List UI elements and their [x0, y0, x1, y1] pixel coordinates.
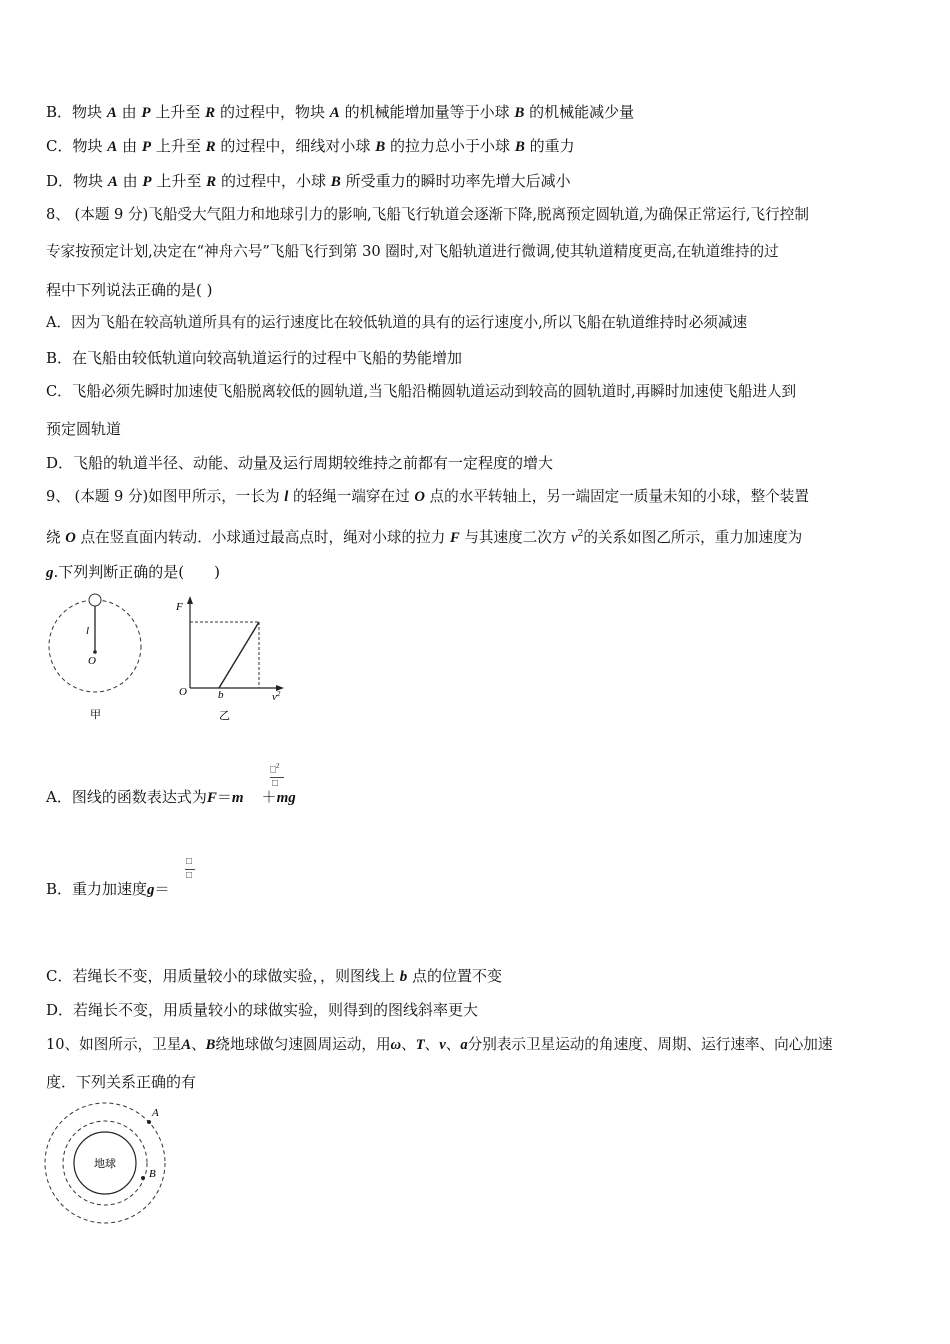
label-satellite-b: B [149, 1168, 156, 1180]
figure-jia [40, 590, 150, 725]
q9-option-d: D．若绳长不变，用质量较小的球做实验，则得到的图线斜率更大 [46, 1001, 479, 1019]
graph-line [219, 622, 259, 688]
f-axis-arrow [187, 596, 193, 604]
fraction-a-denominator: □ [272, 778, 279, 789]
q8-option-c-line2: 预定圆轨道 [46, 420, 122, 438]
q8-option-a: A．因为飞船在较高轨道所具有的运行速度比在较低轨道的具有的运行速度小,所以飞船在轨道维持时必须减速 [46, 314, 748, 331]
q10-stem-line2: 度．下列关系正确的有 [46, 1073, 197, 1091]
q8-option-d: D．飞船的轨道半径、动能、动量及运行周期较维持之前都有一定程度的增大 [46, 454, 554, 472]
q7-option-d: D．物块 A 由 P 上升至 R 的过程中，小球 B 所受重力的瞬时功率先增大后减小 [46, 172, 571, 190]
label-l: l [86, 625, 90, 637]
label-origin: O [179, 686, 187, 698]
fraction-b-numerator: □ [186, 856, 193, 867]
figure-yi-graph [172, 594, 297, 724]
q9-stem-line1: 9、 (本题 9 分)如图甲所示，一长为 l 的轻绳一端穿在过 O 点的水平转轴上，另一端固定一质量未知的小球，整个装置 [46, 488, 809, 505]
ball [89, 594, 101, 606]
q7-option-b: B．物块 A 由 P 上升至 R 的过程中，物块 A 的机械能增加量等于小球 B 的机械能减少量 [46, 103, 635, 121]
q9-option-c: C．若绳长不变，用质量较小的球做实验，，则图线上 b 点的位置不变 [46, 967, 503, 985]
q9-stem-line3: g.下列判断正确的是( ) [46, 563, 220, 581]
q8-option-c-line1: C．飞船必须先瞬时加速使飞船脱离较低的圆轨道,当飞船沿椭圆轨道运动到较高的圆轨道时,再瞬时加速使飞船进人到 [46, 383, 797, 400]
label-v2: $v^2$ [272, 690, 281, 703]
satellite-b [141, 1176, 145, 1180]
label-satellite-a: A [152, 1107, 159, 1119]
q10-stem-line1: 10、如图所示，卫星A、B绕地球做匀速圆周运动，用ω、T、v、a分别表示卫星运动的角速度、周期、运行速率、向心加速 [46, 1036, 833, 1053]
q9-stem-line2: 绕 O 点在竖直面内转动．小球通过最高点时，绳对小球的拉力 F 与其速度二次方 $v^2$的关系如图乙所示，重力加速度为 [46, 528, 803, 546]
caption-yi: 乙 [219, 709, 230, 722]
q8-option-b: B．在飞船由较低轨道向较高轨道运行的过程中飞船的势能增加 [46, 349, 463, 367]
fraction-a-numerator: □$^2$ [270, 762, 280, 776]
label-f: F [176, 601, 183, 613]
figure-satellites [40, 1100, 175, 1230]
satellite-a [147, 1120, 151, 1124]
q9-option-b: B．重力加速度g＝ [46, 880, 170, 898]
q7-option-c: C．物块 A 由 P 上升至 R 的过程中，细线对小球 B 的拉力总小于小球 B 的重力 [46, 137, 575, 155]
earth-label: 地球 [94, 1157, 116, 1170]
q8-stem-line2: 专家按预定计划,决定在“神舟六号”飞船飞行到第 30 圈时,对飞船轨道进行微调,使其轨道精度更高,在轨道维持的过 [46, 243, 779, 260]
label-o: O [88, 655, 96, 667]
q8-stem-line3: 程中下列说法正确的是( ) [46, 281, 213, 299]
label-b: b [218, 689, 224, 701]
fraction-b-denominator: □ [186, 870, 193, 881]
pivot-o [93, 650, 97, 654]
caption-jia: 甲 [90, 708, 101, 721]
q8-stem-line1: 8、 (本题 9 分)飞船受大气阻力和地球引力的影响,飞船飞行轨道会逐渐下降,脱离预定圆轨道,为确保正常运行,飞行控制 [46, 206, 809, 223]
q9-option-a: A．图线的函数表达式为F＝m ＋mg [46, 788, 296, 806]
